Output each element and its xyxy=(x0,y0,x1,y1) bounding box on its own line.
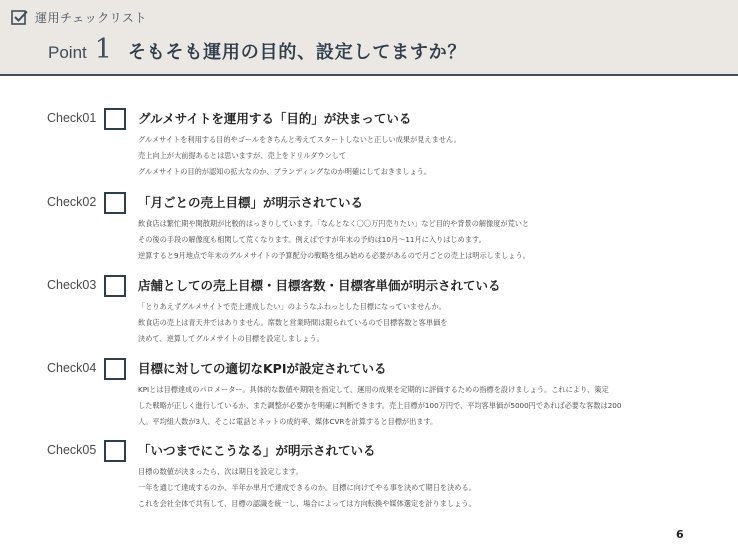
check-label: Check02 xyxy=(47,195,97,209)
check-label: Check03 xyxy=(47,278,97,292)
description-line: 売上向上が大前提あるとは思いますが、売上をドリルダウンして xyxy=(138,151,347,160)
check-description xyxy=(138,299,713,347)
check-label: Check04 xyxy=(47,361,97,375)
description-line: 決めて、逆算してグルメサイトの目標を設定しましょう。 xyxy=(138,334,324,343)
check-label: Check01 xyxy=(47,111,97,125)
category-label: 運用チェックリスト xyxy=(35,11,147,25)
check-item-05 xyxy=(0,440,738,520)
check-item-02 xyxy=(0,192,738,272)
description-line: した戦略が正しく進行しているか、また調整が必要かを明確に判断できます。売上目標が100万円で、平均客単価が5000円であれば必要な客数は200 xyxy=(138,401,622,410)
description-line: 飲食店は繁忙期や閑散期が比較的はっきりしています。「なんとなく〇〇万円売りたい」など目的や背景の解像度が荒いと xyxy=(138,219,530,228)
description-line: 人。平均組人数が3人、そこに電話とネットの成約率、媒体CVRを計算すると目標が出ます。 xyxy=(138,417,438,426)
check-description xyxy=(138,382,713,430)
check-heading: 店舗としての売上目標・目標客数・目標客単価が明示されている xyxy=(138,278,501,293)
point-number: 1 xyxy=(94,34,112,65)
check-item-03 xyxy=(0,275,738,355)
description-line: 「とりあえずグルメサイトで売上達成したい」のようなふわっとした目標になっていませんか。 xyxy=(138,302,446,311)
header-band xyxy=(0,0,738,76)
check-heading: 目標に対しての適切なKPIが設定されている xyxy=(138,361,387,376)
description-line: KPIとは目標達成のパロメーター。具体的な数値や期限を指定して、運用の成果を定期的に評価するための指標を設けましょう。これにより、策定 xyxy=(138,385,609,394)
check-description xyxy=(138,464,713,512)
point-word: Point xyxy=(48,43,87,62)
check-description xyxy=(138,216,713,264)
check-item-01 xyxy=(0,108,738,188)
checkbox-checked-icon xyxy=(11,9,28,26)
checkbox[interactable] xyxy=(104,275,126,297)
description-line: グルメサイトを利用する目的やゴールをきちんと考えてスタートしないと正しい成果が見えません。 xyxy=(138,135,461,144)
checkbox[interactable] xyxy=(104,108,126,130)
category-label-group xyxy=(11,9,147,26)
check-heading: 「月ごとの売上目標」が明示されている xyxy=(138,195,364,210)
description-line: 飲食店の売上は青天井ではありません。席数と営業時間は限られているので目標客数と客単価を xyxy=(138,318,448,327)
check-description xyxy=(138,132,713,180)
check-label: Check05 xyxy=(47,443,97,457)
checkbox[interactable] xyxy=(104,440,126,462)
check-heading: グルメサイトを運用する「目的」が決まっている xyxy=(138,111,412,126)
description-line: その後の手段の解像度も相関して荒くなります。例えばですが年末の予約は10月〜11月に入りはじめます。 xyxy=(138,235,486,244)
description-line: 逆算すると9月地点で年末のグルメサイトの予算配分の戦略を組み始める必要があるので月ごとの売上は明示しましょう。 xyxy=(138,251,530,260)
check-heading: 「いつまでにこうなる」が明示されている xyxy=(138,443,376,458)
page-title: そもそも運用の目的、設定してますか？ xyxy=(127,42,467,63)
page-number: 6 xyxy=(676,528,684,541)
description-line: これを会社全体で共有して、目標の認識を統一し、場合によっては方向転換や媒体選定を計りましょう。 xyxy=(138,499,476,508)
description-line: 一年を通じて達成するのか、半年か単月で達成できるのか。目標に向けてやる事を決めて期日を決める。 xyxy=(138,483,476,492)
check-item-04 xyxy=(0,358,738,438)
description-line: 目標の数値が決まったら、次は期日を設定します。 xyxy=(138,467,303,476)
description-line: グルメサイトの目的が認知の拡大なのか、ブランディングなのか明確にしておきましょう。 xyxy=(138,167,432,176)
checkbox[interactable] xyxy=(104,358,126,380)
checkbox[interactable] xyxy=(104,192,126,214)
page-title-row xyxy=(48,36,466,64)
